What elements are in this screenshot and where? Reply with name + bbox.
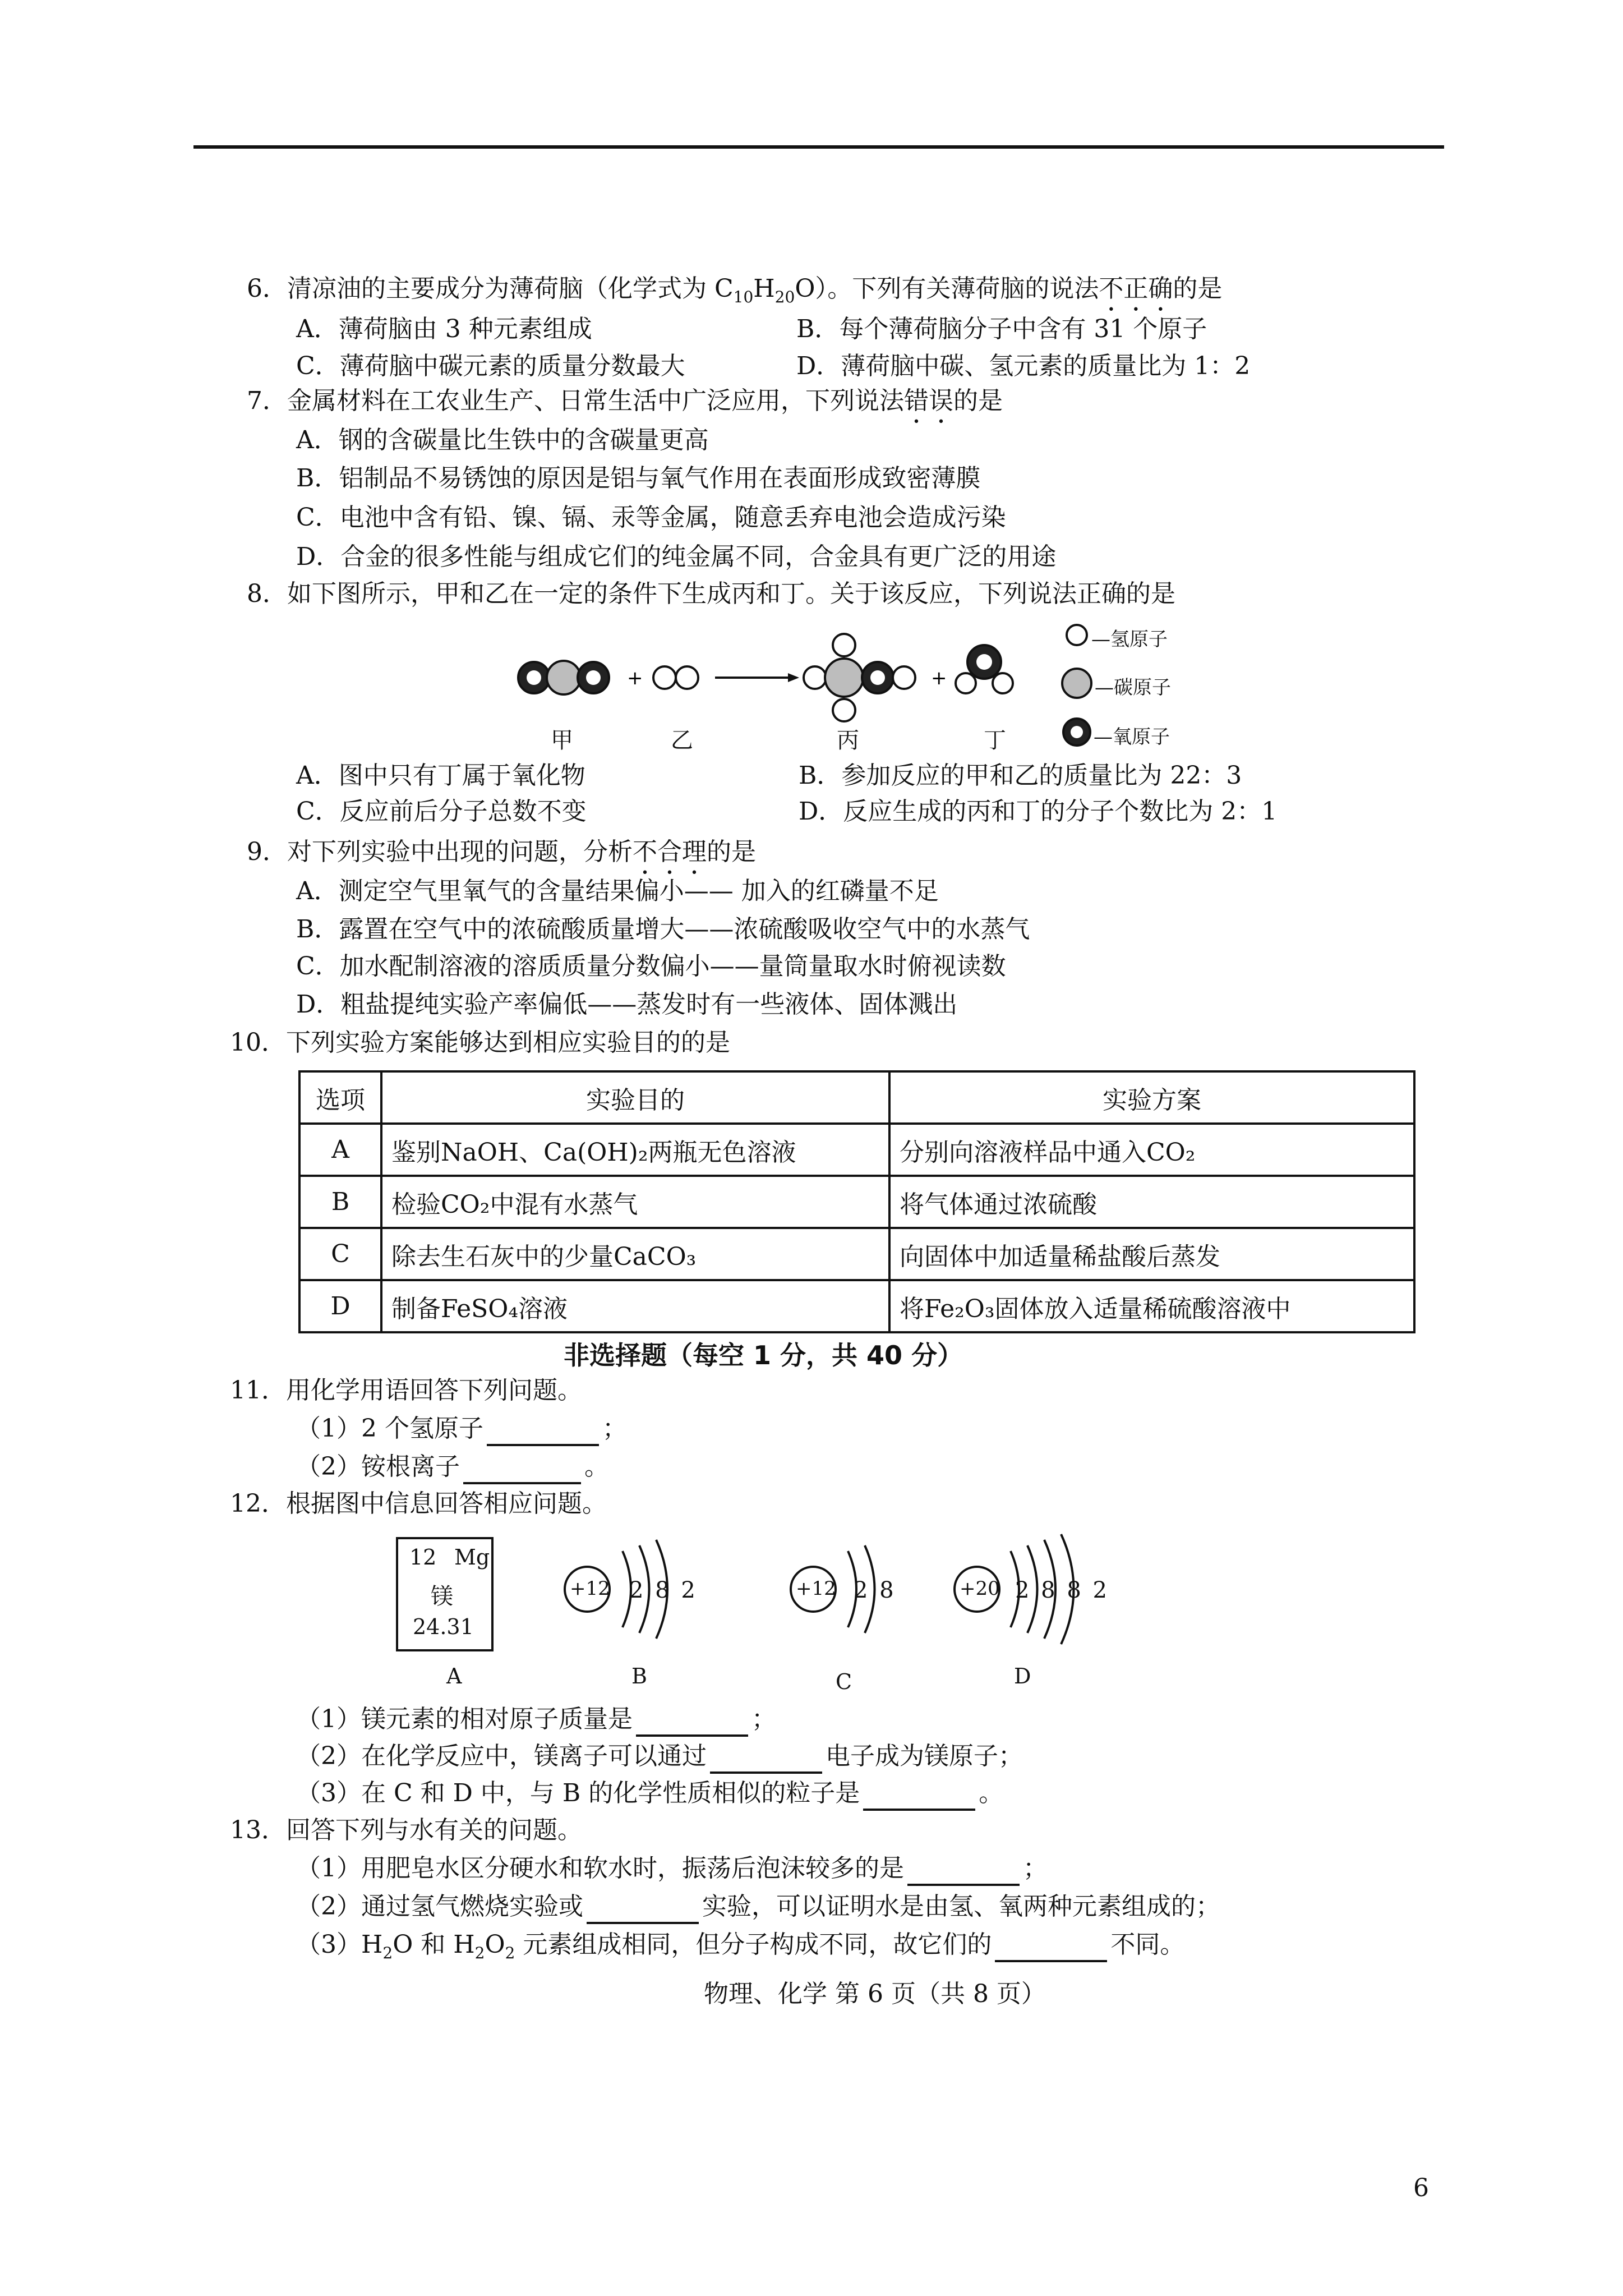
q9-option-d: D．粗盐提纯实验产率偏低——蒸发时有一些液体、固体溅出 — [296, 990, 958, 1019]
legend — [1062, 625, 1091, 746]
atom-b-nucleus: +12 — [570, 1577, 610, 1600]
label-c: C — [836, 1669, 852, 1694]
emphasis-text: 不合理 — [633, 838, 707, 866]
answer-blank[interactable] — [995, 1930, 1107, 1962]
answer-blank[interactable] — [710, 1741, 822, 1774]
q11-part1: （1）2 个氢原子 ； — [296, 1414, 627, 1446]
q9-stem: 9．对下列实验中出现的问题，分析不合理的是 — [247, 838, 756, 866]
q12-stem: 12．根据图中信息回答相应问题。 — [230, 1489, 607, 1518]
emphasis-text: 错误 — [904, 386, 953, 415]
q6-option-c: C．薄荷脑中碳元素的质量分数最大 — [296, 352, 685, 380]
header-rule — [193, 145, 1444, 149]
svg-text:+: + — [931, 667, 947, 689]
atom-b-shells: 2 8 2 — [629, 1577, 695, 1603]
q13-part1: （1）用肥皂水区分硬水和软水时，振荡后泡沫较多的是 ； — [296, 1853, 1048, 1886]
table-row — [299, 1124, 1414, 1176]
page-number: 6 — [1413, 2174, 1429, 2202]
q6-option-b: B．每个薄荷脑分子中含有 31 个原子 — [796, 315, 1207, 343]
q13-part2: （2）通过氢气燃烧实验或 实验，可以证明水是由氢、氧两种元素组成的； — [296, 1892, 1220, 1924]
q12-part2: （2）在化学反应中，镁离子可以通过 电子成为镁原子； — [296, 1741, 1023, 1774]
atom-d-nucleus: +20 — [960, 1577, 1000, 1600]
row-plan: 将气体通过浓硫酸 — [889, 1176, 1414, 1228]
q8-stem: 8．如下图所示，甲和乙在一定的条件下生成丙和丁。关于该反应，下列说法正确的是 — [247, 579, 1175, 608]
atom-d-shells: 2 8 8 2 — [1015, 1577, 1107, 1603]
label-bing: 丙 — [837, 728, 859, 753]
answer-blank[interactable] — [487, 1414, 599, 1446]
row-purpose: 除去生石灰中的少量CaCO₃ — [381, 1228, 889, 1280]
answer-blank[interactable] — [907, 1853, 1020, 1886]
q12-part3: （3）在 C 和 D 中，与 B 的化学性质相似的粒子是 。 — [296, 1778, 1003, 1811]
row-purpose: 鉴别NaOH、Ca(OH)₂两瓶无色溶液 — [381, 1124, 889, 1176]
answer-blank[interactable] — [587, 1892, 699, 1924]
q9-option-b: B．露置在空气中的浓硫酸质量增大——浓硫酸吸收空气中的水蒸气 — [296, 915, 1030, 944]
element-symbol: Mg — [454, 1545, 490, 1570]
water-molecule — [956, 645, 1013, 693]
q8-option-b: B．参加反应的甲和乙的质量比为 22：3 — [799, 761, 1242, 790]
q8-option-d: D．反应生成的丙和丁的分子个数比为 2：1 — [799, 797, 1278, 826]
row-plan: 分别向溶液样品中通入CO₂ — [889, 1124, 1414, 1176]
row-option: D — [299, 1280, 381, 1332]
label-a: A — [446, 1664, 462, 1688]
co2-molecule — [518, 661, 609, 694]
q6-option-a: A．薄荷脑由 3 种元素组成 — [296, 315, 592, 343]
atom-c-shells: 2 8 — [854, 1577, 894, 1603]
q11-stem: 11．用化学用语回答下列问题。 — [230, 1376, 582, 1405]
q12-part1: （1）镁元素的相对原子质量是 ； — [296, 1704, 776, 1737]
row-option: B — [299, 1176, 381, 1228]
header-plan: 实验方案 — [889, 1071, 1414, 1124]
label-yi: 乙 — [671, 728, 693, 753]
q10-stem: 10．下列实验方案能够达到相应实验目的的是 — [230, 1028, 730, 1057]
q7-option-d: D．合金的很多性能与组成它们的纯金属不同，合金具有更广泛的用途 — [296, 542, 1057, 571]
q13-part3: $(3)H_2O$ 和 $H_2O_2$ 元素组成相同，但分子构成不同，故它们的 不同。 — [296, 1930, 1185, 1962]
label-d: D — [1014, 1664, 1031, 1688]
q7-option-b: B．铝制品不易锈蚀的原因是铝与氧气作用在表面形成致密薄膜 — [296, 464, 981, 493]
q13-stem: 13．回答下列与水有关的问题。 — [230, 1816, 582, 1844]
page-footer: 物理、化学 第 6 页（共 8 页） — [704, 1980, 1046, 2008]
answer-blank[interactable] — [463, 1452, 581, 1484]
q8-option-a: A．图中只有丁属于氧化物 — [296, 761, 585, 790]
legend-carbon: —碳原子 — [1095, 677, 1171, 699]
element-number: 12 — [409, 1545, 437, 1570]
atom-c-nucleus: +12 — [796, 1577, 836, 1600]
row-purpose: 制备FeSO₄溶液 — [381, 1280, 889, 1332]
answer-blank[interactable] — [863, 1778, 975, 1811]
svg-text:+: + — [627, 667, 643, 689]
legend-oxygen: —氧原子 — [1094, 726, 1170, 748]
q9-option-c: C．加水配制溶液的溶质质量分数偏小——量筒量取水时俯视读数 — [296, 952, 1006, 981]
q6-stem: 6．清凉油的主要成分为薄荷脑（化学式为 $C_{10}H_{20}O$）。下列有关薄荷脑的说法不正确的是 — [247, 274, 1223, 306]
answer-blank[interactable] — [636, 1704, 748, 1737]
row-plan: 向固体中加适量稀盐酸后蒸发 — [889, 1228, 1414, 1280]
reaction-diagram — [505, 617, 1458, 752]
table-header-row — [299, 1071, 1414, 1124]
table-row — [299, 1228, 1414, 1280]
row-option: A — [299, 1124, 381, 1176]
experiment-table — [298, 1070, 1415, 1333]
label-b: B — [631, 1664, 647, 1688]
q7-option-a: A．钢的含碳量比生铁中的含碳量更高 — [296, 426, 709, 454]
q11-part2: （2）铵根离子 。 — [296, 1452, 609, 1484]
emphasis-text: 不正确 — [1099, 274, 1173, 303]
row-purpose: 检验CO₂中混有水蒸气 — [381, 1176, 889, 1228]
label-ding: 丁 — [984, 728, 1006, 753]
legend-hydrogen: —氢原子 — [1091, 628, 1168, 651]
q7-stem: 7．金属材料在工农业生产、日常生活中广泛应用，下列说法错误的是 — [247, 386, 1003, 415]
header-option: 选项 — [299, 1071, 381, 1124]
h2-molecule — [653, 666, 698, 689]
q8-option-c: C．反应前后分子总数不变 — [296, 797, 587, 826]
label-jia: 甲 — [551, 728, 573, 753]
table-row — [299, 1176, 1414, 1228]
q9-option-a: A．测定空气里氧气的含量结果偏小—— 加入的红磷量不足 — [296, 877, 939, 905]
q7-option-c: C．电池中含有铅、镍、镉、汞等金属，随意丢弃电池会造成污染 — [296, 503, 1006, 532]
section-title: 非选择题（每空 1 分，共 40 分） — [564, 1340, 963, 1370]
table-row — [299, 1280, 1414, 1332]
element-name: 镁 — [431, 1584, 453, 1609]
header-purpose: 实验目的 — [381, 1071, 889, 1124]
q6-option-d: D．薄荷脑中碳、氢元素的质量比为 1：2 — [796, 352, 1251, 380]
element-mass: 24.31 — [413, 1614, 474, 1639]
row-plan: 将Fe₂O₃固体放入适量稀硫酸溶液中 — [889, 1280, 1414, 1332]
row-option: C — [299, 1228, 381, 1280]
methanol-molecule — [804, 634, 915, 721]
